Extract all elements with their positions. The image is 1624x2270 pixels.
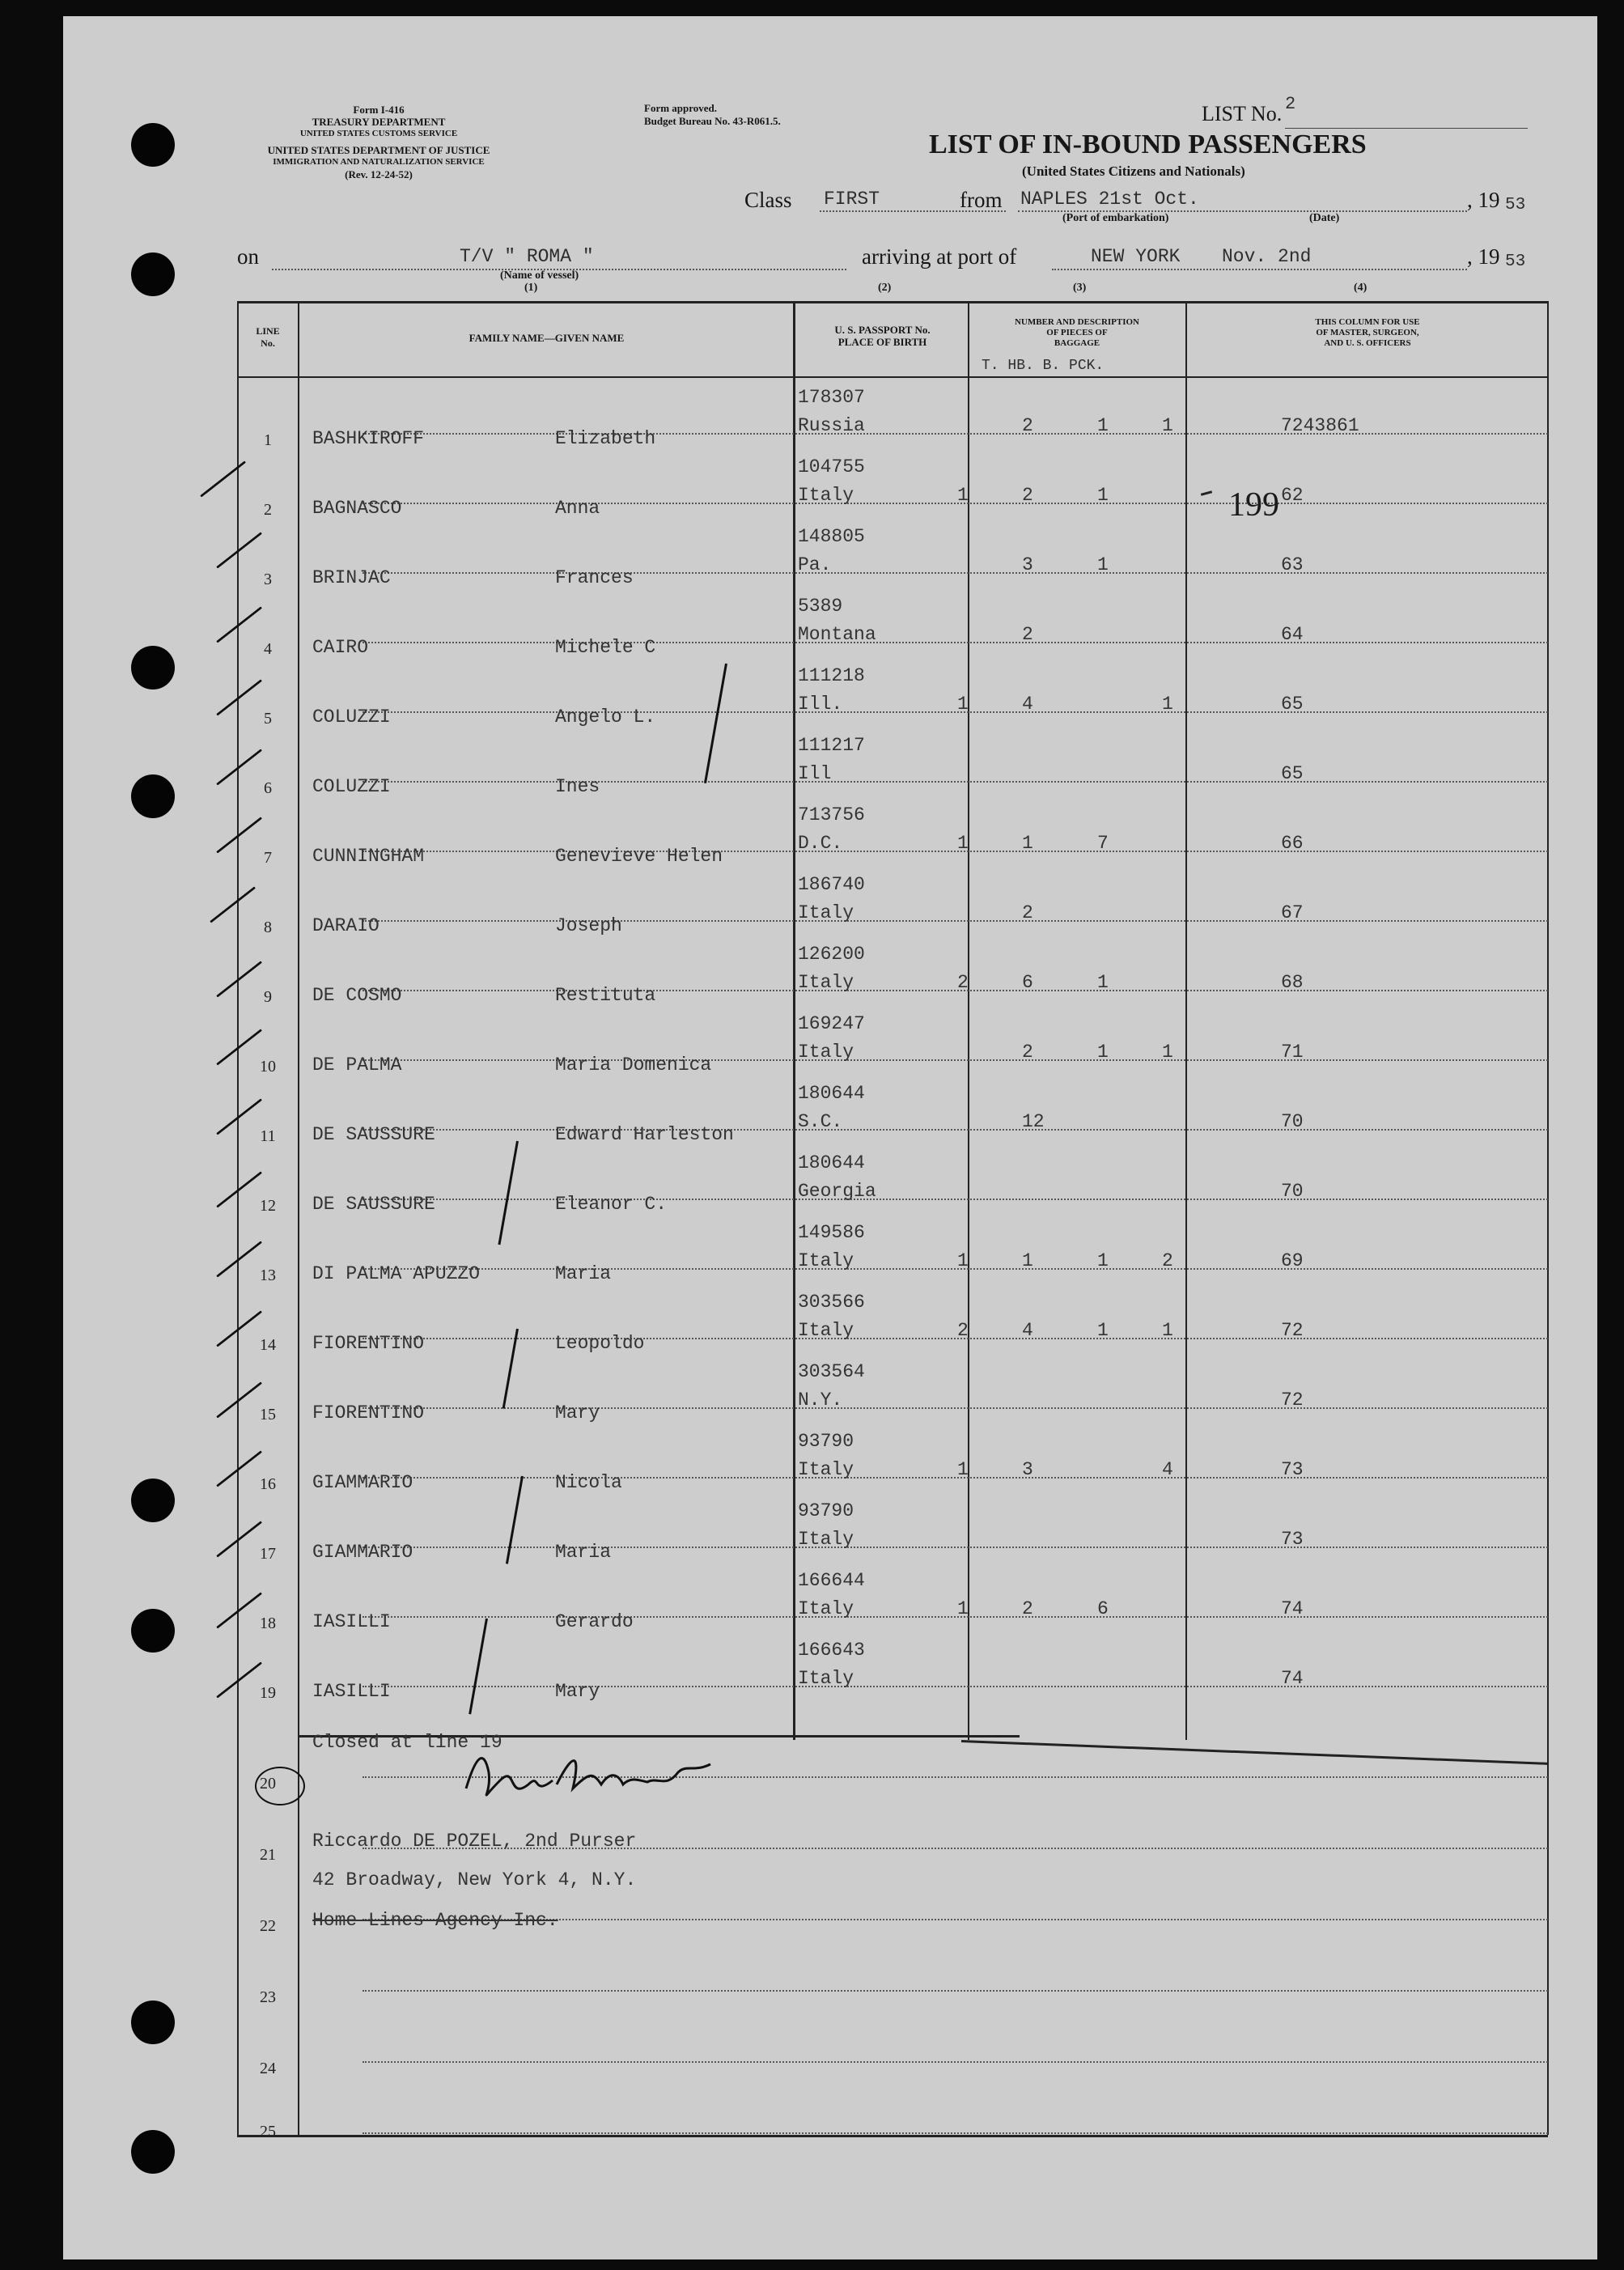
row-rule (363, 920, 1548, 922)
line-number: 1 (264, 431, 272, 449)
family-name: FIORENTINO (312, 1333, 425, 1354)
family-name: CAIRO (312, 637, 369, 658)
officer-use-number: 70 (1281, 1111, 1304, 1132)
passport-number: 303566 (798, 1292, 865, 1313)
punch-hole (131, 123, 175, 167)
given-name: Joseph (555, 915, 622, 936)
line-number: 25 (260, 2123, 276, 2141)
year-prefix: , 19 (1467, 188, 1500, 212)
family-name: IASILLI (312, 1681, 391, 1702)
passport-number: 126200 (798, 944, 865, 965)
stamp-number: 199 (1228, 486, 1279, 524)
baggage-handbags: 1 (1022, 833, 1033, 854)
stamp-mark (1201, 490, 1212, 496)
line-header (240, 325, 296, 350)
col-number-4: (4) (1354, 282, 1367, 294)
place-of-birth: D.C. (798, 833, 843, 854)
closed-at-line: Closed at line 19 (312, 1732, 502, 1753)
line-number: 9 (264, 988, 272, 1006)
family-name: DARAIO (312, 915, 379, 936)
year-prefix-2: , 19 (1467, 244, 1500, 269)
col-number-1: (1) (524, 282, 538, 294)
given-name: Anna (555, 498, 600, 519)
passport-divider (968, 301, 969, 1740)
line-number: 18 (260, 1614, 276, 1632)
baggage-handbags: 12 (1022, 1111, 1045, 1132)
officer-use-number: 74 (1281, 1598, 1304, 1619)
baggage-packages: 1 (1162, 694, 1173, 715)
family-name: GIAMMARIO (312, 1472, 413, 1493)
given-name: Michele C (555, 637, 656, 658)
baggage-header (971, 317, 1183, 349)
line-number: 2 (264, 501, 272, 519)
approval-block (644, 102, 781, 128)
row-rule (363, 990, 1548, 991)
baggage-trunks: 2 (957, 1320, 969, 1341)
form-sheet (63, 16, 1597, 2259)
baggage-trunks: 1 (957, 485, 969, 506)
baggage-handbags: 1 (1022, 1250, 1033, 1271)
year-suffix: 53 (1505, 196, 1526, 214)
passport-number: 303564 (798, 1361, 865, 1382)
baggage-packages: 1 (1162, 1320, 1173, 1341)
passport-number: 713756 (798, 804, 865, 825)
row-rule (363, 1547, 1548, 1548)
officer-use-number: 66 (1281, 833, 1304, 854)
place-of-birth: Italy (798, 1598, 854, 1619)
baggage-trunks: 2 (957, 972, 969, 993)
family-name: DE SAUSSURE (312, 1124, 435, 1145)
line-number: 10 (260, 1058, 276, 1076)
closing-rule-slanted (961, 1740, 1548, 1765)
line-number: 22 (260, 1917, 276, 1935)
punch-hole (131, 774, 175, 818)
officer-use-number: 73 (1281, 1529, 1304, 1550)
baggage-trunks: 1 (957, 1598, 969, 1619)
passport-number: 111217 (798, 735, 865, 756)
col-number-2: (2) (878, 282, 892, 294)
officer-use-number: 64 (1281, 624, 1304, 645)
place-of-birth: Russia (798, 415, 865, 436)
check-mark (200, 460, 246, 497)
officer-use-number: 69 (1281, 1250, 1304, 1271)
baggage-header-2: OF PIECES OF (1046, 328, 1108, 337)
passport-header-2: PLACE OF BIRTH (837, 336, 927, 348)
place-of-birth: Italy (798, 1668, 854, 1689)
baggage-boxes: 1 (1097, 972, 1109, 993)
baggage-handbags: 2 (1022, 902, 1033, 923)
given-name: Leopoldo (555, 1333, 645, 1354)
line-number: 19 (260, 1684, 276, 1702)
line-no-divider (298, 301, 299, 2135)
line-number: 24 (260, 2060, 276, 2077)
baggage-trunks: 1 (957, 1250, 969, 1271)
form-subtitle: (United States Citizens and Nationals) (1022, 163, 1245, 179)
line-header-line: LINE (256, 325, 280, 337)
baggage-packages: 1 (1162, 1042, 1173, 1063)
given-name: Maria Domenica (555, 1054, 712, 1076)
line-number: 13 (260, 1267, 276, 1284)
line-20-circle (255, 1767, 305, 1805)
arrival-port: NEW YORK (1091, 246, 1181, 267)
from-label: from (960, 188, 1003, 212)
baggage-boxes: 1 (1097, 415, 1109, 436)
on-label: on (237, 244, 259, 269)
baggage-header-1: NUMBER AND DESCRIPTION (1014, 317, 1140, 327)
passport-number: 149586 (798, 1222, 865, 1243)
class-value: FIRST (824, 189, 880, 210)
row-rule (363, 1616, 1548, 1618)
row-rule (363, 1059, 1548, 1061)
row-rule (363, 642, 1548, 643)
family-name: DE PALMA (312, 1054, 402, 1076)
date-caption: (Date) (1309, 212, 1340, 224)
baggage-trunks: 1 (957, 694, 969, 715)
given-name: Maria (555, 1542, 612, 1563)
baggage-boxes: 1 (1097, 1320, 1109, 1341)
baggage-handbags: 3 (1022, 1459, 1033, 1480)
table-top-border (237, 301, 1548, 303)
officer-use-number: 74 (1281, 1668, 1304, 1689)
row-rule (363, 2061, 1548, 2063)
given-name: Maria (555, 1263, 612, 1284)
passport-number: 180644 (798, 1152, 865, 1173)
officer-use-3: AND U. S. OFFICERS (1324, 338, 1411, 348)
baggage-packages: 1 (1162, 415, 1173, 436)
baggage-boxes: 7 (1097, 833, 1109, 854)
passport-number: 148805 (798, 526, 865, 547)
passport-number: 169247 (798, 1013, 865, 1034)
baggage-handbags: 6 (1022, 972, 1033, 993)
baggage-boxes: 1 (1097, 1250, 1109, 1271)
given-name: Mary (555, 1402, 600, 1424)
form-number: Form I-416 (353, 104, 405, 116)
vessel-name: T/V " ROMA " (460, 246, 594, 267)
purser-address: 42 Broadway, New York 4, N.Y. (312, 1869, 637, 1890)
row-rule (363, 572, 1548, 574)
passport-header-1: U. S. PASSPORT No. (834, 324, 931, 336)
given-name: Restituta (555, 985, 656, 1006)
arrival-rule (1052, 269, 1467, 270)
check-mark (210, 886, 256, 923)
passport-number: 93790 (798, 1500, 854, 1521)
row-rule (363, 1129, 1548, 1131)
family-bracket (704, 664, 727, 783)
row-rule (363, 1477, 1548, 1479)
officer-use-number: 67 (1281, 902, 1304, 923)
passport-number: 93790 (798, 1431, 854, 1452)
line-number: 7 (264, 849, 272, 867)
baggage-divider (1185, 301, 1187, 1740)
passport-number: 180644 (798, 1083, 865, 1104)
baggage-packages: 2 (1162, 1250, 1173, 1271)
family-name: BAGNASCO (312, 498, 402, 519)
line-number: 5 (264, 710, 272, 728)
row-rule (363, 503, 1548, 504)
line-number: 16 (260, 1475, 276, 1493)
officer-use-header (1189, 317, 1546, 349)
officer-use-number: 72 (1281, 1320, 1304, 1341)
place-of-birth: Ill (798, 763, 832, 784)
row-rule (363, 1268, 1548, 1270)
officer-use-1: THIS COLUMN FOR USE (1315, 317, 1420, 327)
passport-number: 166644 (798, 1570, 865, 1591)
row-rule (363, 2132, 1548, 2134)
given-name: Elizabeth (555, 428, 656, 449)
passport-number: 111218 (798, 665, 865, 686)
given-name: Eleanor C. (555, 1194, 668, 1215)
form-id-block (265, 104, 492, 140)
revision: (Rev. 12-24-52) (345, 168, 413, 180)
arrival-date: Nov. 2nd (1222, 246, 1312, 267)
place-of-birth: Georgia (798, 1181, 876, 1202)
officer-use-2: OF MASTER, SURGEON, (1316, 328, 1419, 337)
passport-header (799, 324, 965, 348)
officer-use-number: 70 (1281, 1181, 1304, 1202)
arriving-label: arriving at port of (862, 244, 1017, 269)
officer-use-number: 65 (1281, 694, 1304, 715)
family-name: DE COSMO (312, 985, 402, 1006)
family-bracket (469, 1619, 488, 1715)
place-of-birth: Italy (798, 972, 854, 993)
line-number: 15 (260, 1406, 276, 1424)
baggage-handbags: 2 (1022, 624, 1033, 645)
officer-use-number: 62 (1281, 485, 1304, 506)
line-number: 11 (260, 1127, 276, 1145)
port-embark-caption: (Port of embarkation) (1062, 212, 1169, 224)
officer-use-number: 68 (1281, 972, 1304, 993)
list-number-rule (1285, 128, 1528, 129)
baggage-handbags: 3 (1022, 554, 1033, 575)
purser-name: Riccardo DE POZEL, 2nd Purser (312, 1831, 637, 1852)
baggage-handbags: 4 (1022, 1320, 1033, 1341)
place-of-birth: Italy (798, 485, 854, 506)
row-rule (363, 1338, 1548, 1339)
baggage-boxes: 1 (1097, 554, 1109, 575)
check-mark (216, 817, 262, 853)
name-divider (793, 301, 795, 1740)
baggage-handbags: 2 (1022, 1598, 1033, 1619)
family-bracket (506, 1476, 524, 1564)
baggage-header-3: BAGGAGE (1054, 338, 1100, 348)
col-number-3: (3) (1073, 282, 1087, 294)
family-name: COLUZZI (312, 776, 391, 797)
row-rule (363, 433, 1548, 435)
baggage-handbags: 2 (1022, 485, 1033, 506)
treasury-department: TREASURY DEPARTMENT (312, 116, 446, 128)
officer-use-number: 73 (1281, 1459, 1304, 1480)
row-rule (363, 781, 1548, 783)
year-suffix-2: 53 (1505, 252, 1526, 271)
table-header-rule (237, 376, 1548, 378)
baggage-handbags: 2 (1022, 415, 1033, 436)
baggage-boxes: 1 (1097, 485, 1109, 506)
family-name: IASILLI (312, 1611, 391, 1632)
baggage-packages: 4 (1162, 1459, 1173, 1480)
passport-number: 5389 (798, 596, 843, 617)
given-name: Nicola (555, 1472, 622, 1493)
row-rule (363, 1686, 1548, 1687)
given-name: Mary (555, 1681, 600, 1702)
family-name: GIAMMARIO (312, 1542, 413, 1563)
punch-hole (131, 252, 175, 296)
port-of-embarkation: NAPLES 21st Oct. (1020, 189, 1199, 210)
officer-use-number: 71 (1281, 1042, 1304, 1063)
line-number: 4 (264, 640, 272, 658)
line-number: 6 (264, 779, 272, 797)
place-of-birth: Italy (798, 1320, 854, 1341)
passport-number: 186740 (798, 874, 865, 895)
place-of-birth: Italy (798, 1529, 854, 1550)
punch-hole (131, 1479, 175, 1522)
row-rule (363, 1407, 1548, 1409)
family-name: CUNNINGHAM (312, 846, 425, 867)
punch-hole (131, 2130, 175, 2174)
punch-hole (131, 1609, 175, 1653)
line-number: 8 (264, 919, 272, 936)
list-number-label: LIST No. (1202, 102, 1283, 125)
justice-block (225, 144, 532, 180)
row-rule (363, 1199, 1548, 1200)
given-name: Gerardo (555, 1611, 634, 1632)
baggage-trunks: 1 (957, 1459, 969, 1480)
place-of-birth: Pa. (798, 554, 832, 575)
ins-service: IMMIGRATION AND NATURALIZATION SERVICE (273, 157, 485, 167)
baggage-subheader: T. HB. B. PCK. (982, 358, 1105, 374)
budget-bureau: Budget Bureau No. 43-R061.5. (644, 115, 781, 127)
passport-number: 178307 (798, 387, 865, 408)
officer-use-number: 7243861 (1281, 415, 1359, 436)
row-rule (363, 1990, 1548, 1992)
line-number: 21 (260, 1846, 276, 1864)
baggage-handbags: 2 (1022, 1042, 1033, 1063)
passport-number: 166643 (798, 1640, 865, 1661)
line-number: 17 (260, 1545, 276, 1563)
family-bracket (502, 1329, 519, 1409)
family-name: COLUZZI (312, 706, 391, 728)
given-name: Genevieve Helen (555, 846, 723, 867)
row-rule (363, 711, 1548, 713)
officer-use-number: 65 (1281, 763, 1304, 784)
passport-number: 104755 (798, 456, 865, 477)
line-number: 3 (264, 571, 272, 588)
officer-use-number: 72 (1281, 1390, 1304, 1411)
baggage-boxes: 1 (1097, 1042, 1109, 1063)
baggage-boxes: 6 (1097, 1598, 1109, 1619)
line-header-no: No. (261, 337, 275, 349)
family-name: DE SAUSSURE (312, 1194, 435, 1215)
baggage-handbags: 4 (1022, 694, 1033, 715)
given-name: Ines (555, 776, 600, 797)
line-number: 12 (260, 1197, 276, 1215)
vessel-caption: (Name of vessel) (500, 269, 579, 282)
line-number: 20 (260, 1775, 276, 1793)
table-right-border (1547, 301, 1549, 2135)
family-name: BASHKIROFF (312, 428, 425, 449)
customs-service: UNITED STATES CUSTOMS SERVICE (299, 129, 458, 138)
family-name: BRINJAC (312, 567, 391, 588)
check-mark (216, 532, 262, 568)
place-of-birth: Italy (798, 1042, 854, 1063)
officer-use-number: 63 (1281, 554, 1304, 575)
form-title: LIST OF IN-BOUND PASSENGERS (929, 129, 1367, 159)
place-of-birth: N.Y. (798, 1390, 843, 1411)
baggage-trunks: 1 (957, 833, 969, 854)
list-number: 2 (1285, 94, 1296, 114)
punch-hole (131, 646, 175, 689)
line-number: 23 (260, 1988, 276, 2006)
check-mark (216, 606, 262, 643)
given-name: Frances (555, 567, 634, 588)
place-of-birth: Ill. (798, 694, 843, 715)
justice-department: UNITED STATES DEPARTMENT OF JUSTICE (267, 144, 490, 156)
table-bottom-border (237, 2135, 1548, 2137)
family-bracket (498, 1141, 519, 1245)
class-label: Class (744, 188, 792, 212)
place-of-birth: Italy (798, 1250, 854, 1271)
given-name: Angelo L. (555, 706, 656, 728)
place-of-birth: S.C. (798, 1111, 843, 1132)
place-of-birth: Italy (798, 902, 854, 923)
purser-signature (452, 1740, 727, 1813)
punch-hole (131, 2001, 175, 2044)
place-of-birth: Montana (798, 624, 876, 645)
row-rule (363, 851, 1548, 852)
form-approved: Form approved. (644, 102, 718, 114)
name-header: FAMILY NAME—GIVEN NAME (469, 332, 625, 344)
place-of-birth: Italy (798, 1459, 854, 1480)
line-number: 14 (260, 1336, 276, 1354)
family-name: DI PALMA APUZZO (312, 1263, 481, 1284)
table-left-border (237, 301, 239, 2135)
agency-name: Home Lines Agency Inc. (312, 1910, 558, 1931)
family-name: FIORENTINO (312, 1402, 425, 1424)
given-name: Edward Harleston (555, 1124, 734, 1145)
